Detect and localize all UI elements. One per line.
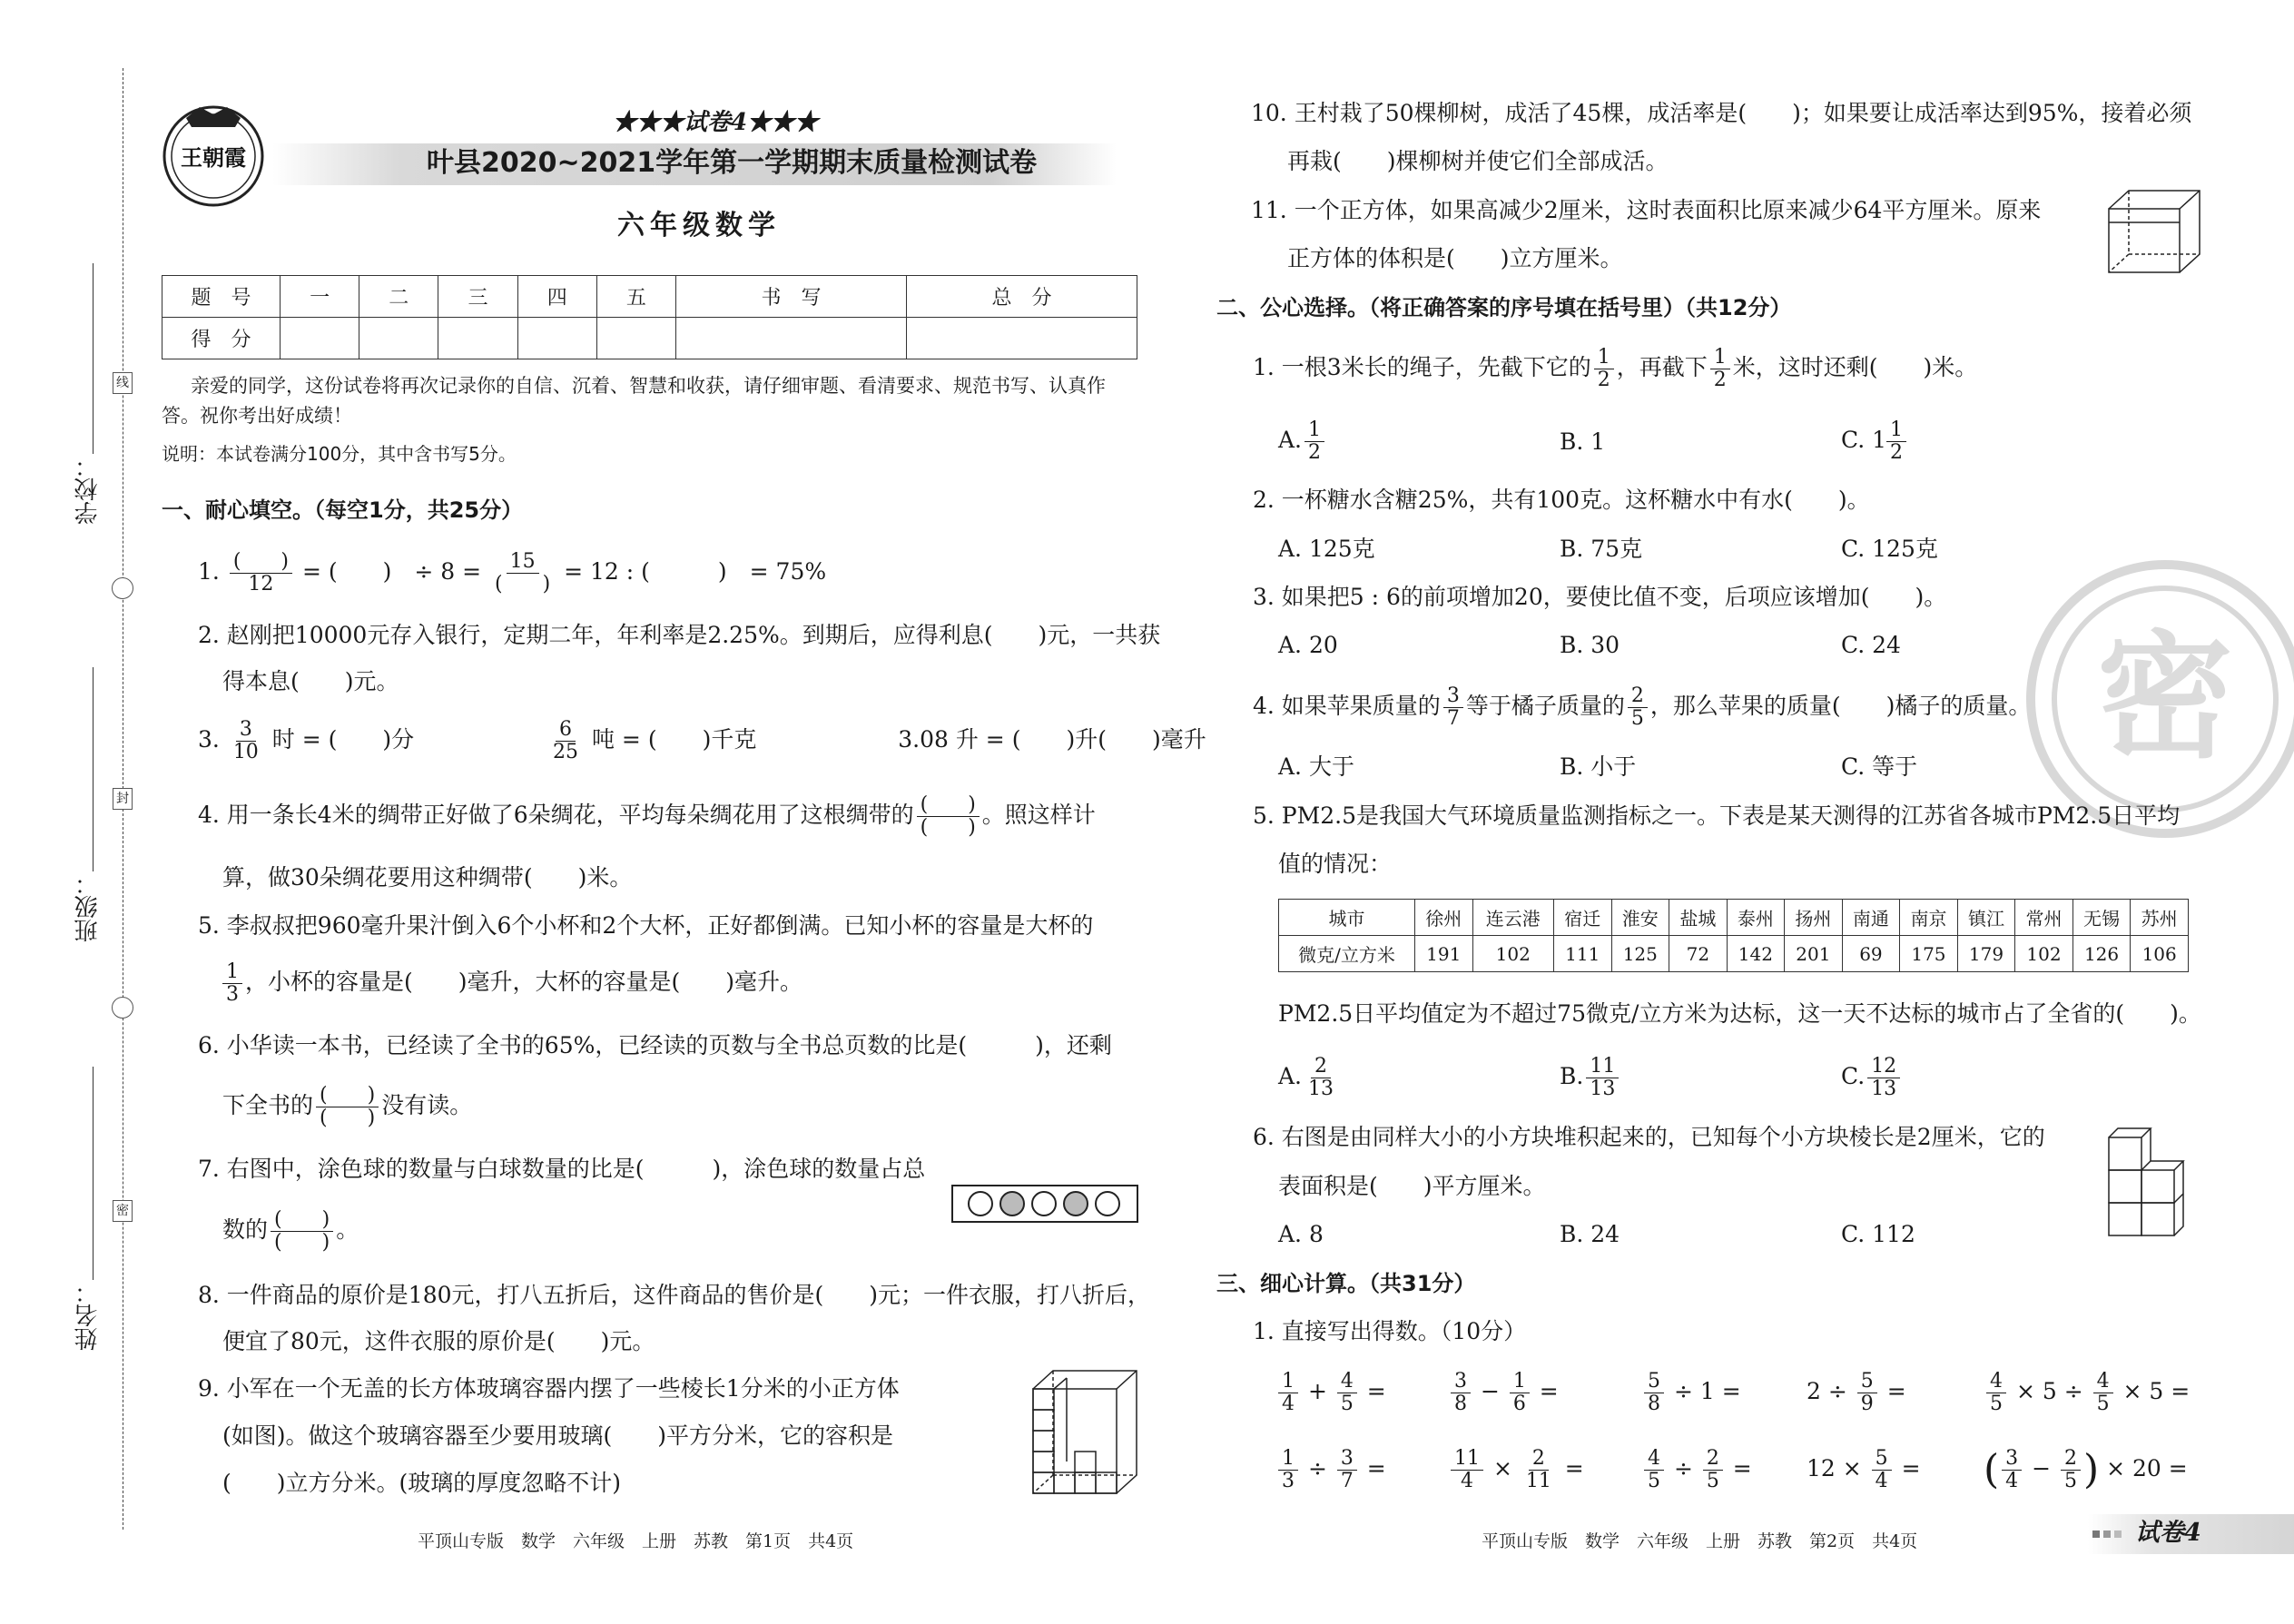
option-2-6-c[interactable]: C. 112 <box>1841 1221 1915 1247</box>
pm25-table <box>1278 899 2189 972</box>
question-1-7b: 数的 $\frac{( )}{( )}$ 。 <box>222 1208 359 1254</box>
calc-item: ( $\frac{3}{4}$ − $\frac{2}{5}$ ) × 20 = <box>1984 1446 2188 1493</box>
balls-figure <box>951 1185 1138 1223</box>
calc-item: $\frac{11}{4}$ × $\frac{2}{11}$ = <box>1448 1442 1584 1496</box>
question-1-1: 1. $\frac{( )}{12}$ = ( ) ÷ 8 = $\frac{15}{( )}$ = 12 : ( ) = 75% <box>198 550 827 595</box>
calc-item: 2 ÷ $\frac{5}{9}$ = <box>1807 1370 1906 1415</box>
option-2-5-a[interactable]: A. $\frac{2}{13}$ <box>1278 1049 1340 1104</box>
question-1-3: 3. $\frac{3}{10}$ 时 = ( )分 $\frac{6}{25}$ 吨 = ( )千克 3.08 升 = ( )升( )毫升 <box>198 718 1206 763</box>
fraction: $\frac{1}{2}$ <box>1594 347 1614 391</box>
intro-line-1: 亲爱的同学，这份试卷将再次记录你的自信、沉着、智慧和收获，请仔细审题、看清要求、规范书写、认真作 <box>191 375 1106 397</box>
fraction: $\frac{4}{5}$ <box>1644 1448 1664 1492</box>
fraction: $\frac{1}{2}$ <box>1305 419 1324 464</box>
score-header: 二 <box>359 276 438 318</box>
fraction: $\frac{5}{9}$ <box>1857 1371 1877 1415</box>
pm-value: 102 <box>2015 936 2073 972</box>
calc-item: $\frac{1}{4}$ + $\frac{4}{5}$ = <box>1275 1364 1386 1419</box>
svg-text:密: 密 <box>2096 619 2234 777</box>
fraction: $\frac{2}{11}$ <box>1525 1447 1551 1492</box>
pm-city: 宿迁 <box>1554 900 1612 936</box>
score-header: 五 <box>596 276 675 318</box>
pm-value: 125 <box>1611 936 1669 972</box>
fraction: $\frac{4}{5}$ <box>1986 1371 2006 1415</box>
question-2-5c: PM2.5日平均值定为不超过75微克/立方米为达标，这一天不达标的城市占了全省的( )。 <box>1278 1000 2201 1027</box>
score-header: 一 <box>281 276 359 318</box>
fraction: $\frac{( )}{( )}$ <box>316 1085 379 1129</box>
option-2-3-c[interactable]: C. 24 <box>1841 632 1901 658</box>
option-2-1-b[interactable]: B. 1 <box>1560 428 1606 455</box>
calc-item: $\frac{3}{8}$ − $\frac{1}{6}$ = <box>1448 1364 1559 1419</box>
pm-city: 淮安 <box>1611 900 1669 936</box>
pm-value: 102 <box>1472 936 1553 972</box>
question-2-5b: 值的情况： <box>1278 851 1393 877</box>
score-header: 题 号 <box>162 276 281 318</box>
question-1-7a: 7. 右图中，涂色球的数量与白球数量的比是( )，涂色球的数量占总 <box>198 1156 926 1182</box>
fraction: $\frac{2}{5}$ <box>1703 1448 1723 1492</box>
score-cell[interactable] <box>517 318 596 359</box>
score-cell[interactable] <box>359 318 438 359</box>
pm-value: 126 <box>2072 936 2131 972</box>
question-1-9c: ( )立方分米。(玻璃的厚度忽略不计) <box>222 1470 622 1496</box>
class-label: 班级： <box>74 871 102 942</box>
fraction: $\frac{1}{6}$ <box>1510 1371 1530 1415</box>
question-1-4a: 4. 用一条长4米的绸带正好做了6朵绸花，平均每朵绸花用了这根绸带的 $\frac{( )}{( )}$ 。照这样计 <box>198 793 1096 839</box>
fraction: $\frac{1}{2}$ <box>1710 347 1730 391</box>
calc-item: 12 × $\frac{5}{4}$ = <box>1807 1447 1921 1492</box>
class-field[interactable] <box>93 667 94 871</box>
question-2-4: 4. 如果苹果质量的 $\frac{3}{7}$ 等于橘子质量的 $\frac{2}{5}$ ，那么苹果的质量( )橘子的质量。 <box>1253 684 2032 730</box>
glass-container-figure <box>1026 1362 1144 1498</box>
question-2-3: 3. 如果把5 : 6的前项增加20，要使比值不变，后项应该增加( )。 <box>1253 584 1947 610</box>
score-cell[interactable] <box>438 318 517 359</box>
fraction: $\frac{1}{3}$ <box>1278 1448 1298 1492</box>
option-2-3-b[interactable]: B. 30 <box>1560 632 1620 658</box>
question-1-11a: 11. 一个正方体，如果高减少2厘米，这时表面积比原来减少64平方厘米。原来 <box>1251 197 2042 223</box>
school-field[interactable] <box>93 263 94 454</box>
question-1-10a: 10. 王村栽了50棵柳树，成活了45棵，成活率是( )；如果要让成活率达到95%，接着必须 <box>1251 100 2192 126</box>
fraction: $\frac{4}{5}$ <box>2093 1371 2113 1415</box>
option-2-5-b[interactable]: B. $\frac{11}{13}$ <box>1560 1049 1621 1104</box>
calc-item: $\frac{1}{3}$ ÷ $\frac{3}{7}$ = <box>1275 1442 1386 1496</box>
seal-mark-3: 密 <box>113 1200 133 1222</box>
option-2-1-c[interactable]: C. 1 $\frac{1}{2}$ <box>1841 413 1909 468</box>
pm-city: 无锡 <box>2072 900 2131 936</box>
fraction: $\frac{1}{3}$ <box>222 961 242 1006</box>
pm-value: 179 <box>1957 936 2015 972</box>
score-header: 总 分 <box>906 276 1137 318</box>
calc-item: $\frac{4}{5}$ × 5 ÷ $\frac{4}{5}$ × 5 = <box>1984 1364 2190 1419</box>
footer-left: 平顶山专版 数学 六年级 上册 苏教 第1页 共4页 <box>418 1531 854 1551</box>
pm-value: 106 <box>2131 936 2189 972</box>
watermark-seal <box>2024 558 2294 840</box>
option-2-6-a[interactable]: A. 8 <box>1278 1221 1324 1247</box>
fraction: $\frac{12}{13}$ <box>1867 1056 1900 1100</box>
option-2-2-b[interactable]: B. 75克 <box>1560 536 1643 562</box>
fraction: $\frac{11}{4}$ <box>1451 1448 1483 1492</box>
fraction: $\frac{11}{13}$ <box>1586 1056 1619 1100</box>
question-1-10b: 再栽( )棵柳树并使它们全部成活。 <box>1287 148 1669 174</box>
option-2-3-a[interactable]: A. 20 <box>1278 632 1338 658</box>
question-1-5a: 5. 李叔叔把960毫升果汁倒入6个小杯和2个大杯，正好都倒满。已知小杯的容量是大杯的 <box>198 912 1094 939</box>
pm-city: 徐州 <box>1415 900 1473 936</box>
svg-text:王朝霞: 王朝霞 <box>181 144 246 171</box>
fraction: $\frac{3}{7}$ <box>1443 685 1463 730</box>
subject-title: 六年级数学 <box>617 210 781 241</box>
pm-city: 南京 <box>1900 900 1958 936</box>
pm-value: 191 <box>1415 936 1473 972</box>
pm-header: 城市 <box>1279 900 1415 936</box>
brand-logo <box>159 100 268 209</box>
fraction: $\frac{( )}{12}$ <box>230 551 292 595</box>
question-1-9a: 9. 小军在一个无盖的长方体玻璃容器内摆了一些棱长1分米的小正方体 <box>198 1375 900 1402</box>
pm-city: 盐城 <box>1669 900 1728 936</box>
option-2-4-b[interactable]: B. 小于 <box>1560 753 1637 780</box>
fraction: $\frac{3}{7}$ <box>1337 1448 1357 1492</box>
fraction: $\frac{1}{2}$ <box>1886 419 1906 464</box>
footer-badge: 试卷4 <box>2135 1519 2201 1547</box>
intro-line-2: 答。祝你考出好成绩！ <box>162 405 352 427</box>
score-cell[interactable] <box>281 318 359 359</box>
cube-figure <box>2104 186 2204 277</box>
fraction: $\frac{15}{( )}$ <box>495 550 551 595</box>
question-1-6a: 6. 小华读一本书，已经读了全书的65%，已经读的页数与全书总页数的比是( )，还剩 <box>198 1032 1112 1058</box>
fraction: $\frac{5}{4}$ <box>1872 1448 1892 1492</box>
school-label: 学校： <box>74 454 102 525</box>
pm-city: 常州 <box>2015 900 2073 936</box>
fraction: $\frac{1}{4}$ <box>1278 1371 1298 1415</box>
score-cell[interactable] <box>906 318 1137 359</box>
pm-city: 南通 <box>1842 900 1900 936</box>
option-2-5-c[interactable]: C. $\frac{12}{13}$ <box>1841 1049 1903 1104</box>
score-row-label: 得 分 <box>162 318 281 359</box>
question-1-9b: (如图)。做这个玻璃容器至少要用玻璃( )平方分米，它的容积是 <box>222 1422 894 1449</box>
question-2-6b: 表面积是( )平方厘米。 <box>1278 1173 1546 1199</box>
pm-city: 镇江 <box>1957 900 2015 936</box>
score-header: 四 <box>517 276 596 318</box>
question-1-11b: 正方体的体积是( )立方厘米。 <box>1287 245 1623 271</box>
pm-value: 175 <box>1900 936 1958 972</box>
footer-dots <box>2092 1527 2125 1541</box>
question-1-8b: 便宜了80元，这件衣服的原价是( )元。 <box>222 1328 655 1354</box>
pm-city: 苏州 <box>2131 900 2189 936</box>
fraction: $\frac{3}{8}$ <box>1451 1371 1471 1415</box>
seal-mark-2: 封 <box>113 788 133 810</box>
option-2-4-a[interactable]: A. 大于 <box>1278 753 1354 780</box>
fraction: $\frac{6}{25}$ <box>553 718 579 763</box>
question-1-4b: 算，做30朵绸花要用这种绸带( )米。 <box>222 864 633 891</box>
pm-value: 72 <box>1669 936 1728 972</box>
question-1-8a: 8. 一件商品的原价是180元，打八五折后，这件商品的售价是( )元；一件衣服，打八折后， <box>198 1282 1151 1308</box>
question-2-1: 1. 一根3米长的绳子，先截下它的 $\frac{1}{2}$ ，再截下 $\frac{1}{2}$ 米，这时还剩( )米。 <box>1253 346 1978 391</box>
binding-hole-2 <box>112 997 133 1019</box>
option-2-1-a[interactable]: A. $\frac{1}{2}$ <box>1278 413 1327 468</box>
fraction: $\frac{5}{8}$ <box>1644 1371 1664 1415</box>
binding-hole-1 <box>112 577 133 599</box>
score-table <box>162 275 1137 359</box>
fraction: $\frac{( )}{( )}$ <box>271 1209 333 1254</box>
question-1-2b: 得本息( )元。 <box>222 668 399 694</box>
calc-item: $\frac{4}{5}$ ÷ $\frac{2}{5}$ = <box>1641 1442 1752 1496</box>
question-3-1: 1. 直接写出得数。（10分） <box>1253 1318 1527 1344</box>
pm-city: 连云港 <box>1472 900 1553 936</box>
pm-unit: 微克/立方米 <box>1279 936 1415 972</box>
score-header: 三 <box>438 276 517 318</box>
fraction: $\frac{3}{10}$ <box>232 718 259 763</box>
stacked-cubes-figure <box>2104 1126 2195 1239</box>
pm-value: 142 <box>1727 936 1785 972</box>
pm-city: 扬州 <box>1785 900 1843 936</box>
option-2-4-c[interactable]: C. 等于 <box>1841 753 1918 780</box>
question-2-2: 2. 一杯糖水含糖25%，共有100克。这杯糖水中有水( )。 <box>1253 487 1870 513</box>
question-2-6a: 6. 右图是由同样大小的小方块堆积起来的，已知每个小方块棱长是2厘米，它的 <box>1253 1124 2045 1150</box>
question-1-6b: 下全书的 $\frac{( )}{( )}$ 没有读。 <box>222 1084 473 1129</box>
name-field[interactable] <box>93 1067 94 1280</box>
score-cell[interactable] <box>676 318 907 359</box>
pm-value: 111 <box>1554 936 1612 972</box>
section-2-heading: 二、公心选择。（将正确答案的序号填在括号里）（共12分） <box>1216 295 1792 320</box>
option-2-2-a[interactable]: A. 125克 <box>1278 536 1375 562</box>
score-cell[interactable] <box>596 318 675 359</box>
pm-value: 201 <box>1785 936 1843 972</box>
pm-value: 69 <box>1842 936 1900 972</box>
exam-title: 叶县2020~2021学年第一学期期末质量检测试卷 <box>427 147 1038 179</box>
footer-right: 平顶山专版 数学 六年级 上册 苏教 第2页 共4页 <box>1482 1531 1918 1551</box>
intro-note: 说明：本试卷满分100分，其中含书写5分。 <box>162 443 517 465</box>
score-header: 书 写 <box>676 276 907 318</box>
question-1-5b: $\frac{1}{3}$ ，小杯的容量是( )毫升，大杯的容量是( )毫升。 <box>222 955 802 1009</box>
question-2-5a: 5. PM2.5是我国大气环境质量监测指标之一。下表是某天测得的江苏省各城市PM2.5日平均 <box>1253 802 2181 829</box>
fraction: $\frac{( )}{( )}$ <box>917 794 980 839</box>
fraction: $\frac{2}{5}$ <box>1628 685 1648 730</box>
question-1-2a: 2. 赵刚把10000元存入银行，定期二年，年利率是2.25%。到期后，应得利息( )元，一共获 <box>198 622 1161 648</box>
section-3-heading: 三、细心计算。（共31分） <box>1216 1271 1476 1296</box>
option-2-6-b[interactable]: B. 24 <box>1560 1221 1620 1247</box>
name-label: 姓名： <box>74 1280 102 1351</box>
fraction: $\frac{4}{5}$ <box>1337 1371 1357 1415</box>
fraction: $\frac{2}{5}$ <box>2061 1448 2081 1492</box>
pm-city: 泰州 <box>1727 900 1785 936</box>
calc-item: $\frac{5}{8}$ ÷ 1 = <box>1641 1364 1741 1419</box>
exam-number: ★★★试卷4★★★ <box>613 109 819 136</box>
fraction: $\frac{3}{4}$ <box>2002 1448 2022 1492</box>
seal-mark-1: 线 <box>113 372 133 394</box>
section-1-heading: 一、耐心填空。（每空1分，共25分） <box>162 497 524 523</box>
fraction: $\frac{2}{13}$ <box>1308 1055 1334 1100</box>
option-2-2-c[interactable]: C. 125克 <box>1841 536 1938 562</box>
